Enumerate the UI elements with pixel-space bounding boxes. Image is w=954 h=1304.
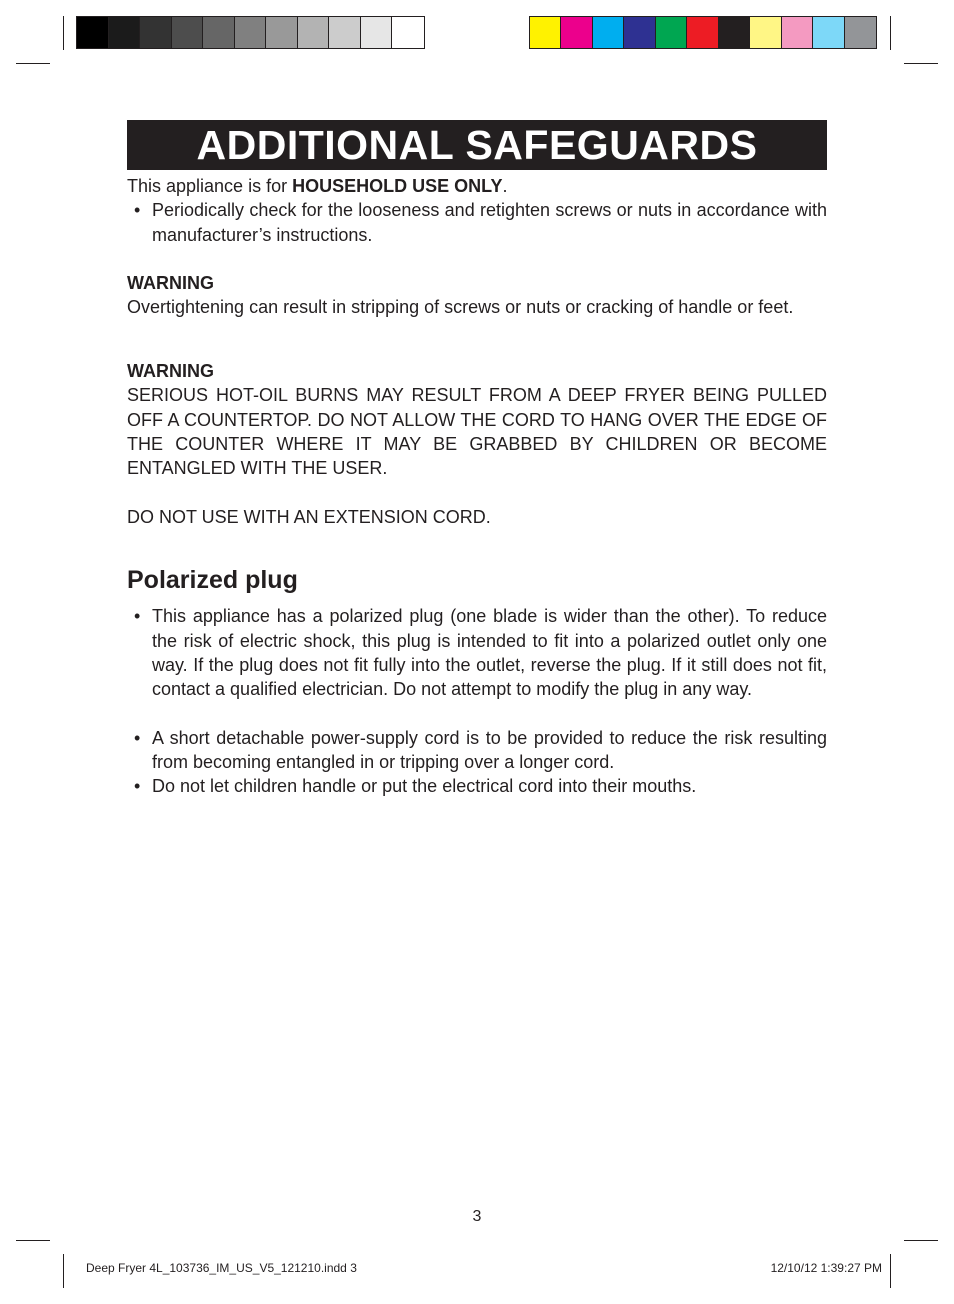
warning-section-1 — [127, 271, 827, 320]
color-swatch — [624, 17, 655, 48]
crop-mark-top-left-vertical — [63, 16, 64, 50]
color-swatch — [109, 17, 141, 48]
page-title: ADDITIONAL SAFEGUARDS — [127, 120, 827, 170]
intro-bullet-list — [127, 198, 827, 247]
color-swatch — [172, 17, 204, 48]
color-swatch — [203, 17, 235, 48]
color-swatch — [235, 17, 267, 48]
color-swatch — [392, 17, 424, 48]
crop-mark-top-left-horizontal — [16, 63, 50, 64]
color-swatch — [593, 17, 624, 48]
bullet-text: This appliance has a polarized plug (one blade is wider than the other). To reduce the risk of electric shock, this plug is intended to fit into a polarized outlet only one way. If the plug does not fit fully into the outlet, reverse the plug. If it still does not fit, contact a qualified electrician. Do not attempt to modify the plug in any way. — [152, 606, 827, 700]
warning-section-2 — [127, 359, 827, 529]
color-swatch — [329, 17, 361, 48]
warning-heading: WARNING — [127, 273, 214, 293]
warning-heading: WARNING — [127, 361, 214, 381]
intro-section — [127, 174, 827, 247]
color-swatch — [266, 17, 298, 48]
crop-mark-bottom-left-vertical — [63, 1254, 64, 1288]
list-item — [127, 198, 827, 247]
intro-emphasis: HOUSEHOLD USE ONLY — [292, 176, 503, 196]
color-swatch — [845, 17, 876, 48]
bullet-text: A short detachable power-supply cord is to be provided to reduce the risk resulting from becoming entangled in or tripping over a longer cord. — [152, 727, 827, 773]
slug-filename: Deep Fryer 4L_103736_IM_US_V5_121210.indd 3 — [86, 1261, 357, 1275]
intro-prefix: This appliance is for — [127, 176, 293, 196]
bullet-icon: • — [134, 200, 141, 221]
intro-bullet-text: Periodically check for the looseness and retighten screws or nuts in accordance with manufacturer’s instructions. — [152, 200, 827, 245]
warning-text: SERIOUS HOT-OIL BURNS MAY RESULT FROM A DEEP FRYER BEING PULLED OFF A COUNTERTOP. DO NOT ALLOW THE CORD TO HANG OVER THE EDGE OF THE COUNTER WHERE IT MAY BE GRABBED BY CHILDREN OR BECOME ENTANGLED WITH THE USER. — [127, 385, 827, 479]
crop-mark-top-right-horizontal — [904, 63, 938, 64]
color-swatch — [140, 17, 172, 48]
grayscale-color-bar — [76, 16, 425, 49]
intro-suffix: . — [502, 176, 508, 196]
bullet-text: Do not let children handle or put the electrical cord into their mouths. — [152, 776, 697, 797]
intro-line — [127, 174, 827, 198]
color-swatch — [719, 17, 750, 48]
color-swatch — [298, 17, 330, 48]
extension-cord-warning: DO NOT USE WITH AN EXTENSION CORD. — [127, 506, 491, 527]
color-swatch — [530, 17, 561, 48]
page-number: 3 — [472, 1208, 482, 1225]
list-item — [127, 726, 827, 775]
bullet-icon: • — [134, 727, 141, 748]
color-swatch — [750, 17, 781, 48]
polarized-plug-section — [127, 568, 827, 799]
crop-mark-bottom-right-vertical — [890, 1254, 891, 1288]
list-item — [127, 774, 827, 798]
crop-mark-bottom-left-horizontal — [16, 1240, 50, 1241]
color-swatch — [656, 17, 687, 48]
bullet-icon: • — [134, 776, 141, 797]
color-swatch — [687, 17, 718, 48]
process-color-bar — [529, 16, 877, 49]
crop-mark-bottom-right-horizontal — [904, 1240, 938, 1241]
warning-text: Overtightening can result in stripping of screws or nuts or cracking of handle or feet. — [127, 297, 794, 318]
color-swatch — [361, 17, 393, 48]
slug-timestamp: 12/10/12 1:39:27 PM — [770, 1261, 882, 1275]
color-swatch — [561, 17, 592, 48]
color-swatch — [782, 17, 813, 48]
section-heading: Polarized plug — [127, 566, 298, 594]
bullet-icon: • — [134, 606, 141, 627]
crop-mark-top-right-vertical — [890, 16, 891, 50]
color-swatch — [77, 17, 109, 48]
color-swatch — [813, 17, 844, 48]
list-item — [127, 604, 827, 701]
polarized-bullet-list — [127, 604, 827, 798]
